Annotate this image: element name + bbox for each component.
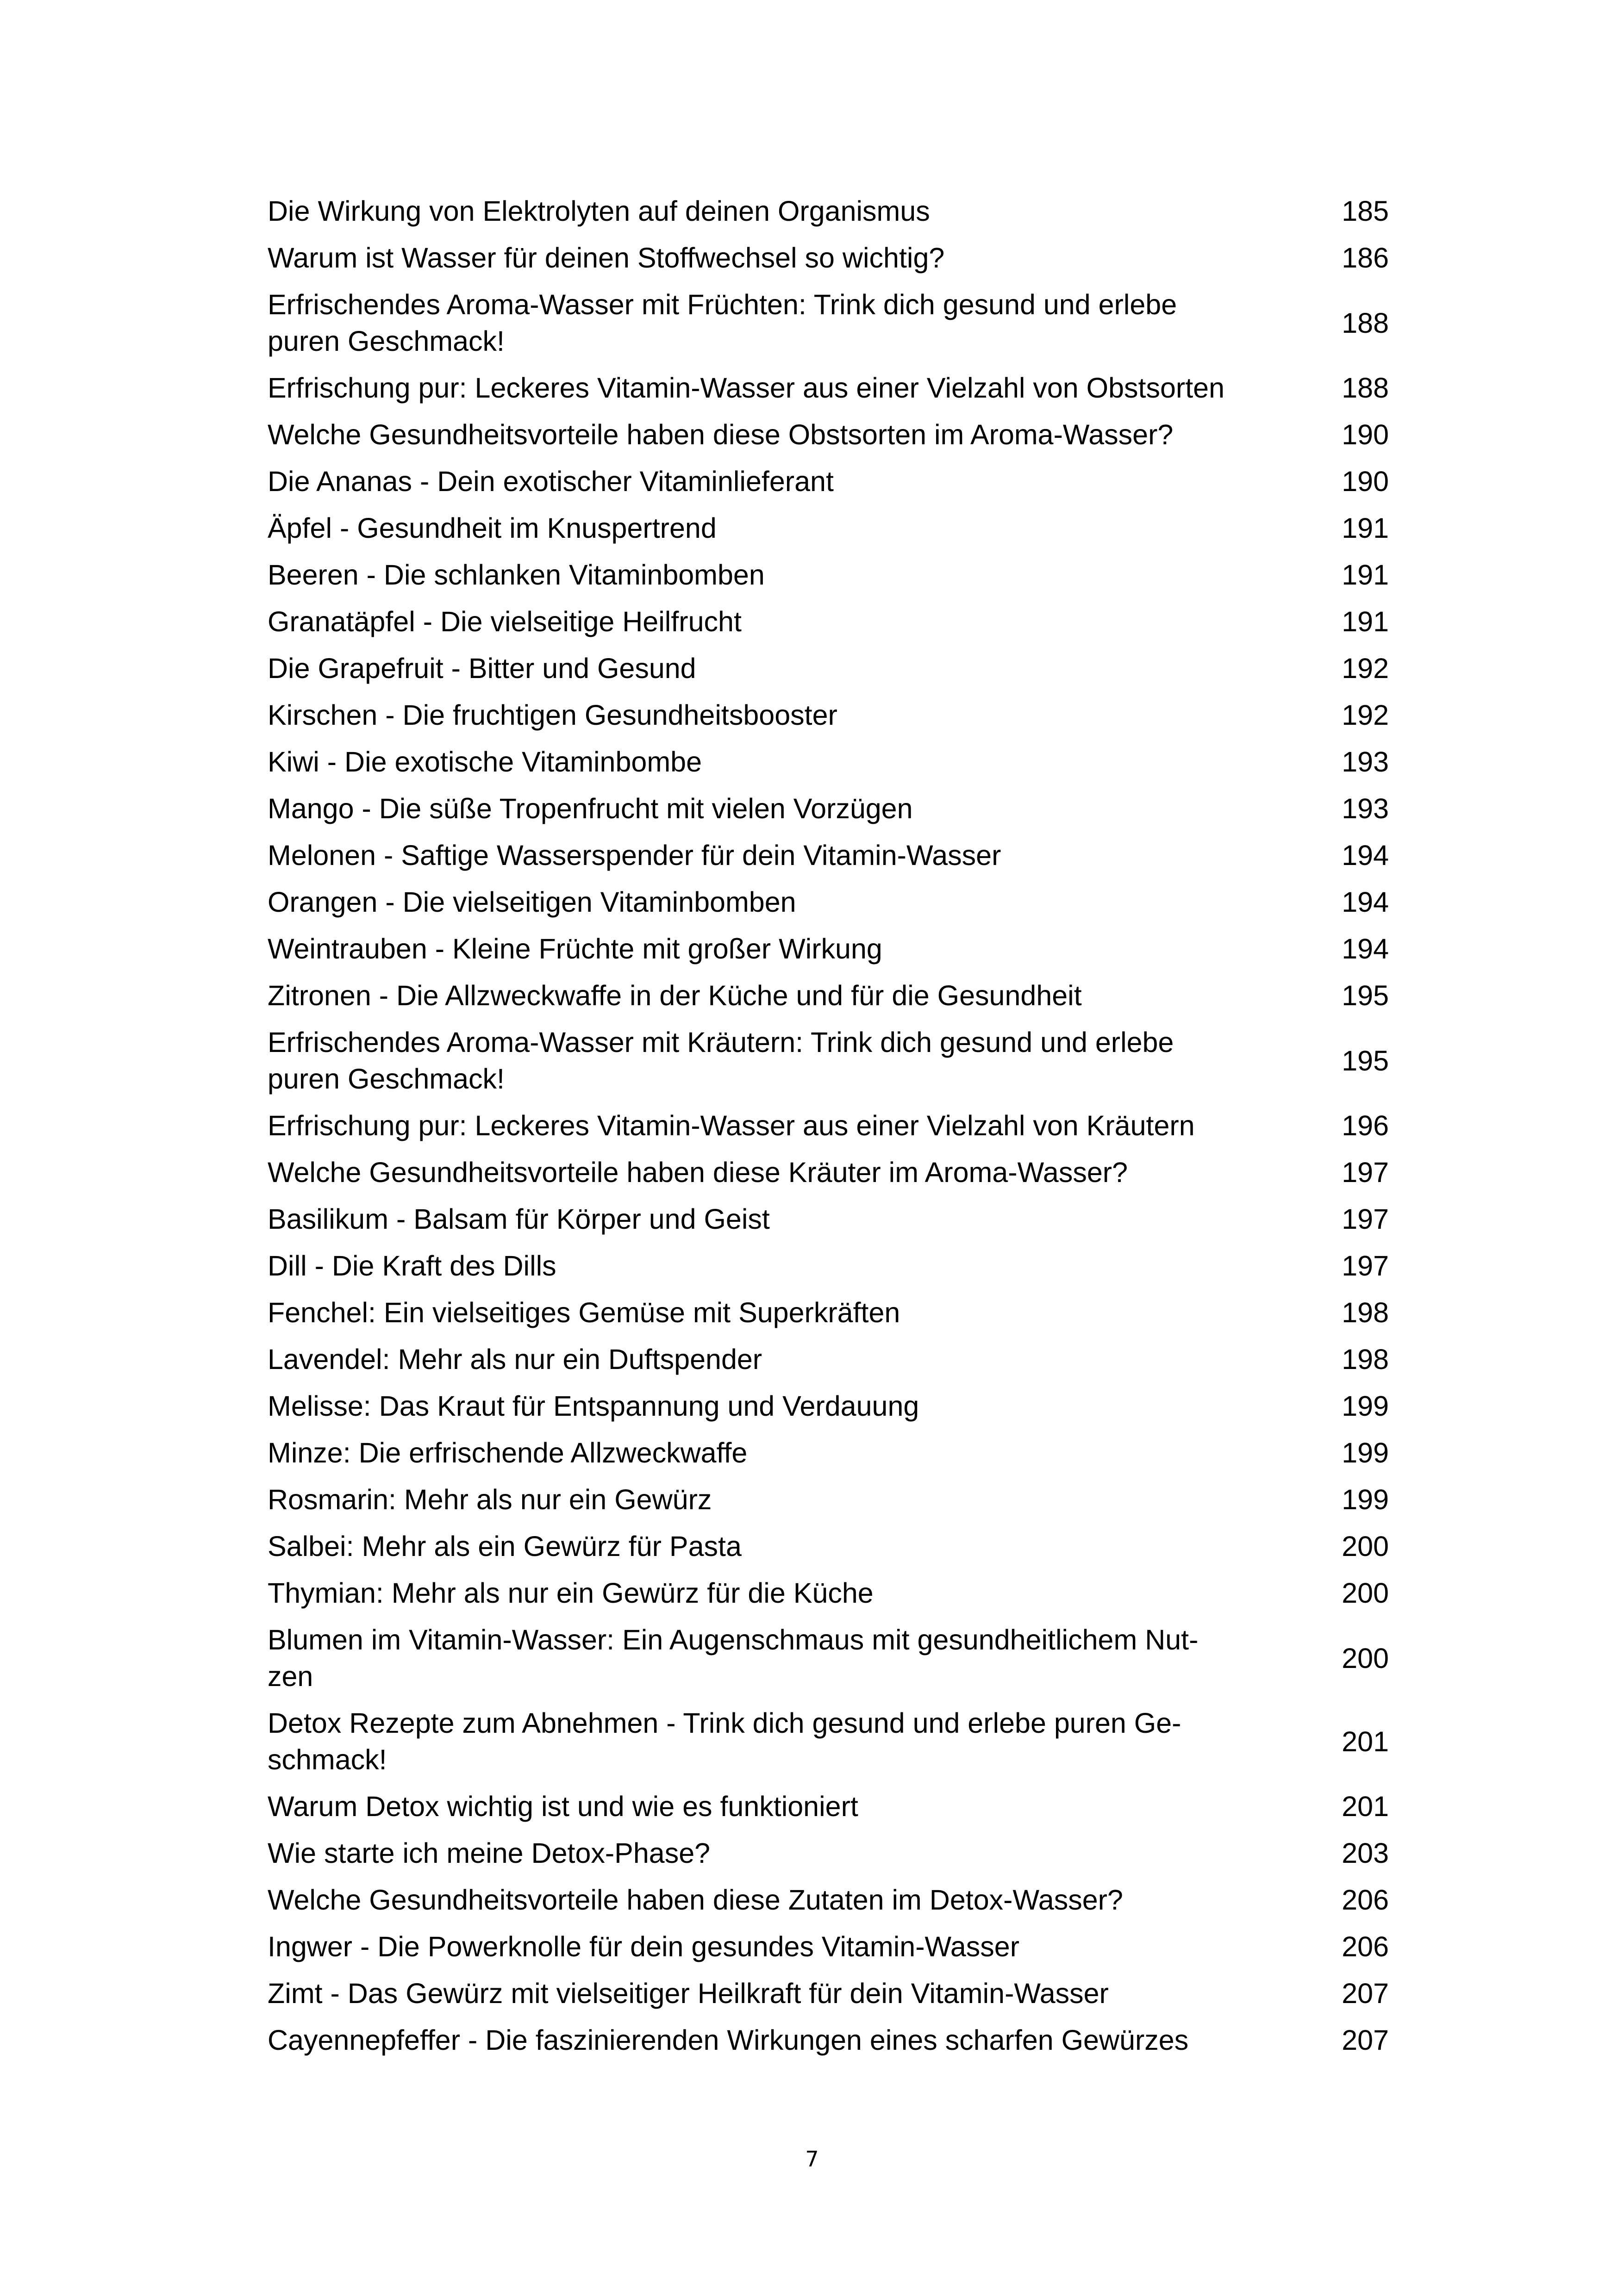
toc-entry-title: Kirschen - Die fruchtigen Gesundheitsbooster (268, 699, 837, 731)
toc-entry (268, 458, 1389, 505)
toc-entry-page: 191 (1342, 512, 1389, 544)
toc-entry-title: Erfrischung pur: Leckeres Vitamin-Wasser aus einer Vielzahl von Obstsorten (268, 372, 1225, 404)
toc-entry-title: Die Wirkung von Elektrolyten auf deinen Organismus (268, 195, 930, 227)
toc-entry (268, 1877, 1389, 1923)
toc-entry-title: Lavendel: Mehr als nur ein Duftspender (268, 1344, 762, 1375)
toc-entry-page: 199 (1342, 1437, 1389, 1468)
toc-entry-title: Beeren - Die schlanken Vitaminbomben (268, 559, 765, 591)
toc-entry-page: 200 (1342, 1577, 1389, 1609)
toc-entry (268, 972, 1389, 1019)
toc-entry (268, 281, 1389, 365)
toc-entry-title: Salbei: Mehr als ein Gewürz für Pasta (268, 1531, 742, 1562)
toc-entry-title: Die Grapefruit - Bitter und Gesund (268, 653, 696, 684)
toc-entry-title: Äpfel - Gesundheit im Knuspertrend (268, 512, 717, 544)
toc-entry-title: Wie starte ich meine Detox-Phase? (268, 1837, 711, 1869)
toc-entry-title: Basilikum - Balsam für Körper und Geist (268, 1203, 770, 1235)
toc-entry-page: 188 (1342, 307, 1389, 339)
toc-entry-page: 201 (1342, 1791, 1389, 1822)
toc-entry (268, 1336, 1389, 1383)
toc-entry (268, 1523, 1389, 1570)
toc-entry-title: Die Ananas - Dein exotischer Vitaminlieferant (268, 466, 834, 497)
toc-entry (268, 1970, 1389, 2017)
toc-entry-title: Melisse: Das Kraut für Entspannung und Verdauung (268, 1390, 919, 1422)
page-number: 7 (805, 2147, 819, 2172)
toc-entry (268, 1830, 1389, 1877)
toc-entry-title: Erfrischung pur: Leckeres Vitamin-Wasser aus einer Vielzahl von Kräutern (268, 1110, 1195, 1141)
toc-entry (268, 1923, 1389, 1970)
toc-entry-title: Melonen - Saftige Wasserspender für dein Vitamin-Wasser (268, 840, 1001, 871)
toc-entry-title: Warum ist Wasser für deinen Stoffwechsel so wichtig? (268, 242, 945, 274)
toc-entry-title: Erfrischendes Aroma-Wasser mit Früchten: Trink dich gesund und erlebe puren Geschmack! (268, 289, 1177, 357)
toc-entry-page: 199 (1342, 1390, 1389, 1422)
toc-entry (268, 1102, 1389, 1149)
toc-entry (268, 598, 1389, 645)
toc-entry-page: 201 (1342, 1725, 1389, 1757)
toc-entry-title: Warum Detox wichtig ist und wie es funktioniert (268, 1791, 858, 1822)
toc-entry-page: 190 (1342, 466, 1389, 497)
toc-entry (268, 1383, 1389, 1430)
toc-entry (268, 1570, 1389, 1617)
toc-entry (268, 832, 1389, 879)
toc-entry-title: Thymian: Mehr als nur ein Gewürz für die Küche (268, 1577, 874, 1609)
toc-entry-page: 197 (1342, 1250, 1389, 1282)
toc-entry (268, 785, 1389, 832)
toc-entry-page: 191 (1342, 559, 1389, 591)
toc-entry-page: 206 (1342, 1931, 1389, 1962)
toc-entry-page: 206 (1342, 1884, 1389, 1916)
toc-entry-page: 193 (1342, 746, 1389, 778)
table-of-contents (268, 188, 1389, 2064)
toc-entry-page: 198 (1342, 1297, 1389, 1328)
toc-entry (268, 411, 1389, 458)
toc-entry-page: 200 (1342, 1531, 1389, 1562)
toc-entry (268, 365, 1389, 411)
toc-entry-title: Zitronen - Die Allzweckwaffe in der Küche und für die Gesundheit (268, 980, 1082, 1011)
toc-entry-page: 191 (1342, 606, 1389, 637)
toc-entry (268, 1019, 1389, 1102)
toc-entry-page: 200 (1342, 1642, 1389, 1674)
toc-entry-page: 185 (1342, 195, 1389, 227)
toc-entry (268, 926, 1389, 972)
toc-entry-page: 194 (1342, 886, 1389, 918)
toc-entry (268, 739, 1389, 785)
toc-entry-page: 192 (1342, 653, 1389, 684)
toc-entry-page: 186 (1342, 242, 1389, 274)
toc-entry-page: 194 (1342, 840, 1389, 871)
toc-entry (268, 879, 1389, 926)
toc-entry-page: 188 (1342, 372, 1389, 404)
toc-entry-page: 197 (1342, 1157, 1389, 1188)
toc-entry-title: Blumen im Vitamin-Wasser: Ein Augenschmaus mit gesundheitlichem Nut- zen (268, 1624, 1199, 1692)
toc-entry-title: Ingwer - Die Powerknolle für dein gesundes Vitamin-Wasser (268, 1931, 1020, 1962)
toc-entry-page: 193 (1342, 793, 1389, 824)
toc-entry-title: Mango - Die süße Tropenfrucht mit vielen Vorzügen (268, 793, 913, 824)
toc-entry-page: 194 (1342, 933, 1389, 964)
toc-entry-page: 195 (1342, 1045, 1389, 1076)
toc-entry-title: Cayennepfeffer - Die faszinierenden Wirkungen eines scharfen Gewürzes (268, 2024, 1189, 2056)
toc-entry-page: 207 (1342, 2024, 1389, 2056)
toc-entry-page: 197 (1342, 1203, 1389, 1235)
toc-entry-title: Welche Gesundheitsvorteile haben diese Kräuter im Aroma-Wasser? (268, 1157, 1128, 1188)
toc-entry (268, 188, 1389, 235)
toc-entry-page: 190 (1342, 419, 1389, 450)
toc-entry (268, 1149, 1389, 1196)
toc-entry-title: Minze: Die erfrischende Allzweckwaffe (268, 1437, 748, 1468)
toc-entry (268, 2017, 1389, 2064)
toc-entry-title: Kiwi - Die exotische Vitaminbombe (268, 746, 702, 778)
toc-entry (268, 1430, 1389, 1476)
toc-entry-title: Rosmarin: Mehr als nur ein Gewürz (268, 1484, 712, 1515)
toc-entry-page: 199 (1342, 1484, 1389, 1515)
toc-entry (268, 645, 1389, 692)
toc-entry-title: Weintrauben - Kleine Früchte mit großer Wirkung (268, 933, 882, 964)
toc-entry-title: Granatäpfel - Die vielseitige Heilfrucht (268, 606, 742, 637)
toc-entry-title: Welche Gesundheitsvorteile haben diese Zutaten im Detox-Wasser? (268, 1884, 1123, 1916)
toc-entry-title: Zimt - Das Gewürz mit vielseitiger Heilkraft für dein Vitamin-Wasser (268, 1978, 1109, 2009)
toc-entry-page: 195 (1342, 980, 1389, 1011)
toc-entry (268, 1617, 1389, 1700)
toc-entry (268, 1700, 1389, 1783)
toc-entry (268, 1196, 1389, 1243)
toc-entry-title: Welche Gesundheitsvorteile haben diese Obstsorten im Aroma-Wasser? (268, 419, 1174, 450)
toc-entry-title: Detox Rezepte zum Abnehmen - Trink dich gesund und erlebe puren Ge- schmack! (268, 1707, 1181, 1775)
toc-entry (268, 1289, 1389, 1336)
toc-entry (268, 1783, 1389, 1830)
toc-entry-title: Orangen - Die vielseitigen Vitaminbomben (268, 886, 796, 918)
toc-entry-page: 207 (1342, 1978, 1389, 2009)
toc-entry-title: Erfrischendes Aroma-Wasser mit Kräutern: Trink dich gesund und erlebe puren Geschmack! (268, 1027, 1174, 1095)
toc-entry (268, 552, 1389, 598)
toc-entry-page: 203 (1342, 1837, 1389, 1869)
toc-entry (268, 1476, 1389, 1523)
toc-entry-page: 196 (1342, 1110, 1389, 1141)
toc-entry (268, 235, 1389, 281)
toc-entry (268, 505, 1389, 552)
toc-entry-page: 198 (1342, 1344, 1389, 1375)
toc-entry (268, 1243, 1389, 1289)
toc-entry-page: 192 (1342, 699, 1389, 731)
toc-entry (268, 692, 1389, 739)
toc-entry-title: Fenchel: Ein vielseitiges Gemüse mit Superkräften (268, 1297, 900, 1328)
toc-entry-title: Dill - Die Kraft des Dills (268, 1250, 556, 1282)
